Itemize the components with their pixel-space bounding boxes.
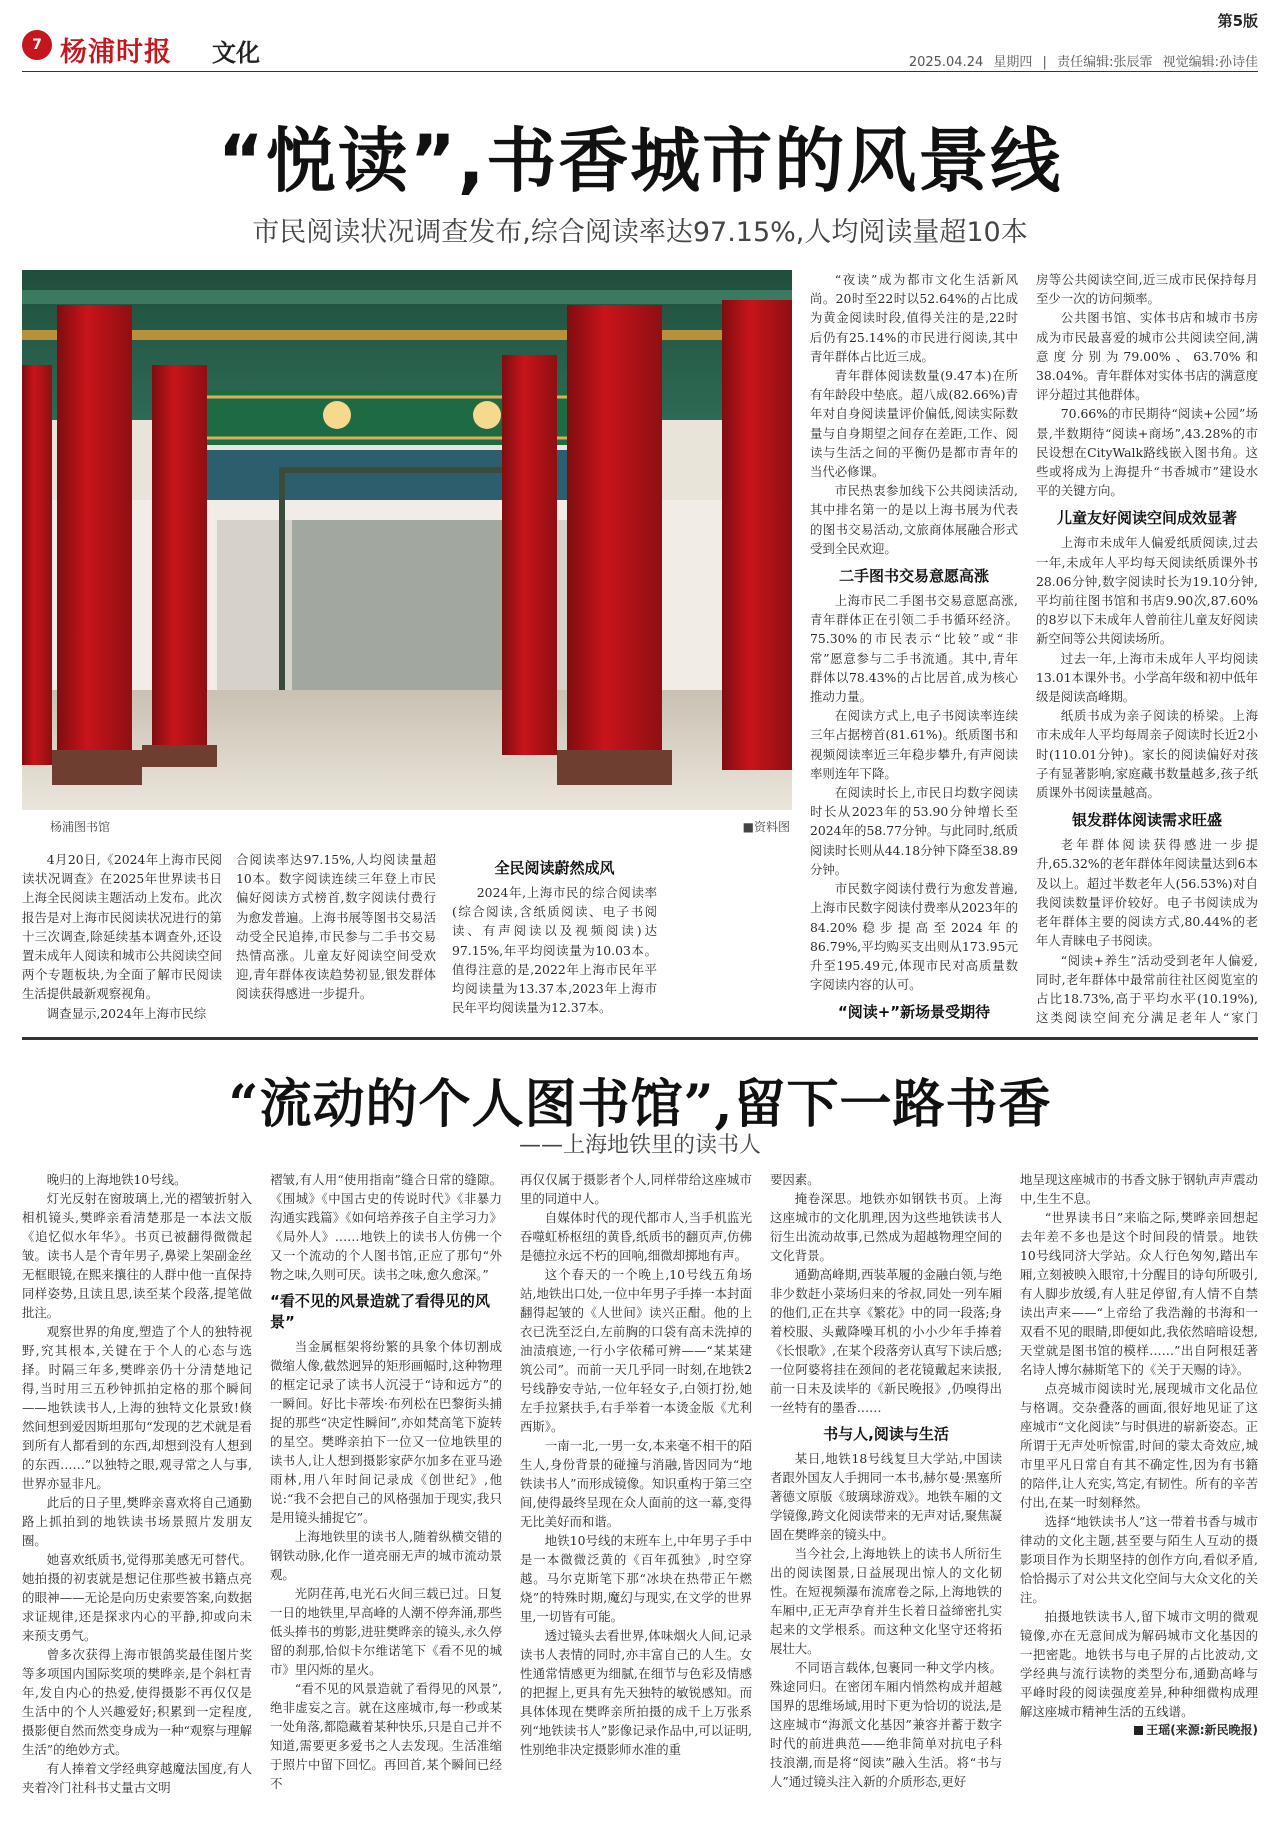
article-divider bbox=[22, 1037, 1258, 1040]
editor-credit: 责任编辑:张辰霏 bbox=[1057, 55, 1153, 70]
paragraph: 再仅仅属于摄影者个人,同样带给这座城市里的同道中人。 bbox=[520, 1172, 752, 1206]
byline-marker-icon bbox=[1134, 1726, 1143, 1735]
paragraph: 地呈现这座城市的书香文脉于钢轨声声震动中,生生不息。 bbox=[1020, 1172, 1258, 1206]
subheading: 二手图书交易意愿高涨 bbox=[838, 567, 989, 586]
paragraph: 70.66%的市民期待“阅读+公园”场景,半数期待“阅读+商场”,43.28%的市民设想在CityWalk路线嵌入图书角。这些或将成为上海提升“书香城市”建设水平的关键方向。 bbox=[1036, 406, 1258, 499]
paragraph: 青年群体阅读数量(9.47本)在所有年龄段中垫底。超八成(82.66%)青年对自身阅读量评价偏低,阅读实际数量与自身期望之间存在差距,工作、阅读与生活之间的平衡仍是都市青年的当代必修课。 bbox=[810, 368, 1018, 480]
library-hall-photo bbox=[22, 270, 792, 810]
section-name: 文化 bbox=[212, 39, 260, 67]
paragraph: 过去一年,上海市未成年人平均阅读13.01本课外书。小学高年级和初中低年级是阅读高峰期。 bbox=[1036, 650, 1258, 705]
photo-caption bbox=[22, 818, 792, 838]
paragraph: “夜读”成为都市文化生活新风尚。20时至22时以52.64%的占比成为黄金阅读时段,值得关注的是,22时后仍有25.14%的市民进行阅读,其中青年群体占比近三成。 bbox=[810, 272, 1018, 364]
paragraph: 当金属框架将纷繁的具象个体切割成微缩人像,截然迥异的矩形画幅时,这种物理的框定记录了读书人沉浸于“诗和远方”的一瞬间。好比卡蒂埃·布列松在巴黎街头捕捉的那些“决定性瞬间”,亦如梵高笔下旋转的星空。樊晔亲拍下一位又一位地铁里的读书人,让人想到摄影家萨尔加多在亚马逊雨林,用八年时间记录成《创世纪》,他说:“我不会把自己的风格强加于现实,我只是用镜头捕捉它”。 bbox=[270, 1339, 502, 1525]
paragraph: 灯光反射在窗玻璃上,光的褶皱折射入相机镜头,樊晔亲看清楚那是一本法文版《追忆似水年华》。书页已被翻得微微起皱。读书人是个青年男子,鼻梁上架副金丝无框眼镜,在熙来攘往的人群中他一直保持同样姿势,且读且思,读至某个段落,提笔做批注。 bbox=[22, 1191, 252, 1320]
paragraph bbox=[810, 1027, 1018, 1030]
article1-title: “悦读”,书香城市的风景线 bbox=[217, 120, 1063, 202]
visual-editor-credit: 视觉编辑:孙诗佳 bbox=[1162, 55, 1258, 70]
paragraph: 2024年,上海市民的综合阅读率(综合阅读,含纸质阅读、电子书阅读、有声阅读以及视频阅读)达97.15%,年平均阅读量为10.03本。值得注意的是,2022年上海市民年平均阅读量为13.37本,2023年上海市民年平均阅读量为12.37本。 bbox=[452, 885, 657, 1016]
article2-column-b bbox=[270, 1170, 502, 1835]
paragraph: 上海市民二手图书交易意愿高涨,青年群体正在引领二手书循环经济。75.30%的市民表示“比较”或“非常”愿意参与二手书流通。其中,青年群体以78.43%的占比居首,成为核心推动力量。 bbox=[810, 593, 1018, 705]
paragraph: 观察世界的角度,塑造了个人的独特视野,究其根本,关键在于个人的心态与选择。时隔三年多,樊晔亲仍十分清楚地记得,当时用三五秒钟抓拍定格的那个瞬间——地铁读书人,上海的独特文化景致!倏然间想到爱因斯坦那句“发现的艺术就是看到所有人都看到的东西,却想到没有人想到的东西……”以独特之眼,观寻常之人与事,世界亦显非凡。 bbox=[22, 1324, 252, 1491]
paragraph: 地铁10号线的末班车上,中年男子手中是一本微微泛黄的《百年孤独》,时空穿越。马尔克斯笔下那“冰块在热带正午燃烧”的特殊时期,魔幻与现实,在文学的世界里,一切皆有可能。 bbox=[520, 1533, 752, 1624]
paragraph: 调查显示,2024年上海市民综 bbox=[46, 1005, 207, 1021]
paragraph: 选择“地铁读书人”这一带着书香与城市律动的文化主题,甚至要与陌生人互动的摄影项目作为长期坚持的创作方向,看似矛盾,恰恰揭示了对公共文化空间与大众文化的关注。 bbox=[1020, 1514, 1258, 1605]
paragraph: 她喜欢纸质书,觉得那美感无可替代。她拍摄的初衷就是想记住那些被书籍点亮的眼神——无论是向历史索要答案,向数据求证规律,还是探求内心的平静,抑或向未来预支勇气。 bbox=[22, 1552, 252, 1643]
article2-title: “流动的个人图书馆”,留下一路书香 bbox=[228, 1074, 1052, 1135]
paragraph: 拍摄地铁读书人,留下城市文明的微观镜像,亦在无意间成为解码城市文化基因的一把密匙。地铁书与电子屏的占比波动,文学经典与流行读物的类型分布,通勤高峰与平峰时段的阅读强度差异,种种细微构成理解这座城市精神生活的五线谱。 bbox=[1020, 1609, 1258, 1719]
subheading: 书与人,阅读与生活 bbox=[823, 1425, 949, 1443]
paragraph: 点亮城市阅读时光,展现城市文化品位与格调。交杂叠落的画面,很好地见证了这座城市“文化阅读”与时俱进的崭新姿态。正所谓于无声处听惊雷,时间的蒙太奇效应,城市里平凡日常自有其不确定性,因为有书籍的陪伴,让人充实,笃定,有韧性。所有的辛苦付出,在某一时刻释然。 bbox=[1020, 1381, 1258, 1510]
paragraph: 有人捧着文学经典穿越魔法国度,有人夹着冷门社科书丈量古文明 bbox=[22, 1761, 252, 1795]
article2-subtitle: ——上海地铁里的读书人 bbox=[518, 1133, 761, 1158]
newspaper-logo-icon: 7 bbox=[22, 30, 52, 60]
paragraph: 老年群体阅读获得感进一步提升,65.32%的老年群体年阅读量达到6本及以上。超过半数老年人(56.53%)对自我阅读数量评价较好。电子书阅读成为老年群体主要的阅读方式,80.44%的老年人青睐电子书阅读。 bbox=[1036, 837, 1258, 949]
paragraph: 掩卷深思。地铁亦如钢铁书页。上海这座城市的文化肌理,因为这些地铁读书人衍生出流动故事,已然成为超越物理空间的文化背景。 bbox=[770, 1191, 1002, 1263]
subheading: 儿童友好阅读空间成效显著 bbox=[1056, 509, 1237, 528]
paragraph: 透过镜头去看世界,体味烟火人间,记录读书人表情的同时,亦丰富自己的人生。女性通常情感更为细腻,在细节与色彩及情感的把握上,更具有先天独特的敏锐感知。而具体体现在樊晔亲所拍摄的成千上万张系列“地铁读书人”影像记录作品中,可以证明,性别绝非决定摄影师水准的重 bbox=[520, 1628, 752, 1757]
masthead bbox=[22, 12, 1258, 72]
paragraph: 上海市未成年人偏爱纸质阅读,过去一年,未成年人平均每天阅读纸质课外书28.06分钟,数字阅读时长为19.10分钟,平均前往图书馆和书店9.90次,87.60%的8岁以下未成年人曾前往儿童友好阅读新空间等公共阅读场所。 bbox=[1036, 535, 1258, 647]
page-number: 第5版 bbox=[1217, 12, 1258, 30]
article1-column-c bbox=[452, 850, 657, 1030]
article2-column-d bbox=[770, 1170, 1002, 1835]
issue-meta: 2025.04.24 星期四 | 责任编辑:张辰霏 视觉编辑:孙诗佳 bbox=[908, 55, 1258, 70]
article2-column-c bbox=[520, 1170, 752, 1835]
article2-column-a bbox=[22, 1170, 252, 1835]
paragraph: 要因素。 bbox=[770, 1172, 820, 1187]
article1-column-e bbox=[1036, 270, 1258, 1030]
paragraph: 当今社会,上海地铁上的读书人所衍生出的阅读图景,日益展现出惊人的文化韧性。在短视频瀑布流席卷之际,上海地铁的车厢中,正无声孕育并生长着日益缔密扎实起来的文学根系。而这种文化坚守还将拓展壮大。 bbox=[770, 1546, 1002, 1656]
paragraph: 一南一北,一男一女,本来毫不相干的陌生人,身份背景的碰撞与消融,皆因同为“地铁读书人”而形成镜像。知识重构于第三空间,使得最终呈现在众人面前的这一幕,变得无比美好而和谐。 bbox=[520, 1438, 752, 1529]
paragraph: 市民数字阅读付费行为愈发普遍,上海市民数字阅读付费率从2023年的84.20%稳步提高至2024年的86.79%,平均购买支出则从173.95元升至195.49元,体现市民对高质量数字阅读内容的认可。 bbox=[810, 881, 1018, 993]
paragraph: “世界读书日”来临之际,樊晔亲回想起去年差不多也是这个时间段的情景。地铁10号线同济大学站。众人行色匆匆,踏出车厢,立刻被映入眼帘,十分醒目的诗句所吸引,有人脚步放缓,有人驻足停留,有人情不自禁读出声来——“上帝给了我浩瀚的书海和一双看不见的眼睛,即便如此,我依然暗暗设想,天堂就是图书馆的模样……”出自阿根廷著名诗人博尔赫斯笔下的《关于天赐的诗》。 bbox=[1020, 1210, 1258, 1377]
paragraph: 上海地铁里的读书人,随着纵横交错的钢铁动脉,化作一道亮丽无声的城市流动景观。 bbox=[270, 1529, 502, 1582]
paragraph: 房等公共阅读空间,近三成市民保持每月至少一次的访问频率。 bbox=[1036, 272, 1258, 307]
article1-column-b bbox=[236, 850, 436, 1030]
library-hall-illustration bbox=[22, 270, 792, 810]
paragraph: “看不见的风景造就了看得见的风景”,绝非虚妄之言。就在这座城市,每一秒或某一处角落,都隐藏着某种快乐,只是自己并不知道,需要更多爱书之人去发现。生活准缩于照片中留下回忆。再回首,某个瞬间已经不 bbox=[270, 1681, 502, 1791]
issue-date: 2025.04.24 bbox=[908, 55, 984, 70]
paragraph: 自媒体时代的现代都市人,当手机监光吞噬虹桥枢纽的黄昏,纸质书的翻页声,仿佛是德拉永远不朽的回响,细微却掷地有声。 bbox=[520, 1210, 752, 1263]
photo-caption-left: 杨浦图书馆 bbox=[50, 820, 111, 834]
photo-credit: ■资料图 bbox=[742, 820, 790, 834]
issue-weekday: 星期四 bbox=[993, 55, 1033, 70]
paragraph: 合阅读率达97.15%,人均阅读量超10本。数字阅读连续三年登上市民偏好阅读方式榜首,数字阅读付费行为愈发普遍。上海书展等图书交易活动受全民追捧,市民参与二手书交易热情高涨。儿童友好阅读空间受欢迎,青年群体夜读趋势初显,银发群体阅读获得感进一步提升。 bbox=[236, 852, 436, 1002]
paper-name: 杨浦时报 bbox=[60, 37, 172, 68]
paragraph: 在阅读方式上,电子书阅读率连续三年占据榜首(81.61%)。纸质图书和视频阅读率近三年稳步攀升,有声阅读率则连年下降。 bbox=[810, 708, 1018, 781]
paragraph: 某日,地铁18号线复旦大学站,中国读者跟外国友人手拥同一本书,赫尔曼·黑塞所著德文原版《玻璃球游戏》。地铁车厢的文学镜像,跨文化阅读带来的无声对话,聚焦凝固在樊晔亲的镜头中。 bbox=[770, 1451, 1002, 1542]
paragraph: 这个春天的一个晚上,10号线五角场站,地铁出口处,一位中年男子手捧一本封面翻得起皱的《人世间》读兴正酣。他的上衣已洗至泛白,左前胸的口袋有高未洗掉的油渍痕迹,一行小字依稀可辨——“某某建筑公司”。而前一天几乎同一时刻,在地铁2号线静安寺站,一位年轻女子,白领打扮,她左手拉紧扶手,右手举着一本烫金版《尤利西斯》。 bbox=[520, 1267, 752, 1434]
subheading: 银发群体阅读需求旺盛 bbox=[1071, 811, 1222, 830]
paragraph: 曾多次获得上海市银鸽奖最佳图片奖等多项国内国际奖项的樊晔亲,是个斜杠青年,发自内心的热爱,使得摄影不再仅仅是生活中的个人兴趣爱好;积累到一定程度,摄影便自然而然变身成为一种“观察与理解生活”的绝妙方式。 bbox=[22, 1647, 252, 1757]
paragraph: 4月20日,《2024年上海市民阅读状况调查》在2025年世界读书日上海全民阅读主题活动上发布。此次报告是对上海市民阅读状况进行的第十三次调查,除延续基本调查外,还设置未成年人阅读和城市公共阅读空间两个专题板块,为全面了解市民阅读生活提供最新观察视角。 bbox=[22, 852, 222, 1002]
paragraph: 在阅读时长上,市民日均数字阅读时长从2023年的53.90分钟增长至2024年的58.77分钟。与此同时,纸质阅读时长则从44.18分钟下降至38.89分钟。 bbox=[810, 785, 1018, 877]
article1-subtitle: 市民阅读状况调查发布,综合阅读率达97.15%,人均阅读量超10本 bbox=[252, 217, 1028, 248]
paragraph: 市民热衷参加线下公共阅读活动,其中排名第一的是以上海书展为代表的图书交易活动,文旅商体展融合形式受到全民欢迎。 bbox=[810, 483, 1018, 556]
paragraph: “阅读+养生”活动受到老年人偏爱,同时,老年群体中最常前往社区阅览室的占比18.73%,高于平均水平(10.19%),这类阅读空间充分满足老年人“家门 bbox=[1036, 952, 1258, 1026]
subheading: 全民阅读蔚然成风 bbox=[494, 859, 615, 877]
paragraph: 晚归的上海地铁10号线。 bbox=[46, 1172, 187, 1187]
article1-column-d bbox=[810, 270, 1018, 1030]
paragraph: 此后的日子里,樊晔亲喜欢将自己通勤路上抓拍到的地铁读书场景照片发朋友圈。 bbox=[22, 1495, 252, 1548]
paragraph: 纸质书成为亲子阅读的桥梁。上海市未成年人平均每周亲子阅读时长近2小时(110.01分钟)。家长的阅读偏好对孩子有显著影响,家庭藏书数量越多,孩子纸质课外书阅读量越高。 bbox=[1036, 708, 1258, 801]
article2-source: 王瑶(来源:新民晚报) bbox=[1020, 1721, 1258, 1740]
paragraph: 光阴荏苒,电光石火间三载已过。日复一日的地铁里,早高峰的人潮不停奔涌,那些低头捧书的剪影,进驻樊晔亲的镜头,永久停留的刹那,恰似卡尔维诺笔下《看不见的城市》里闪烁的星火。 bbox=[270, 1586, 502, 1677]
subheading: “看不见的风景造就了看得见的风景” bbox=[270, 1292, 490, 1331]
paragraph: 褶皱,有人用“使用指南”缝合日常的缝隙。《围城》《中国古史的传说时代》《非暴力沟通实践篇》《如何培养孩子自主学习力》《局外人》……地铁上的读书人仿佛一个又一个流动的个人图书馆,正应了那句“外物之味,久则可厌。读书之味,愈久愈深。” bbox=[270, 1172, 502, 1282]
article1-column-a bbox=[22, 850, 222, 1030]
paragraph: 不同语言载体,包裹同一种文学内核。殊途同归。在密闭车厢内悄然构成并超越国界的思维场域,用时下更为恰切的说法,是这座城市“海派文化基因”兼容并蓄于数字时代的前进典范——绝非简单对抗电子科技浪潮,而是将“阅读”融入生活。将“书与人”通过镜头注入新的介质形态,更好 bbox=[770, 1660, 1002, 1789]
article2-column-e bbox=[1020, 1170, 1258, 1835]
paragraph: 公共图书馆、实体书店和城市书房成为市民最喜爱的城市公共阅读空间,满意度分别为79.00%、63.70%和38.04%。青年群体对实体书店的满意度评分超过其他群体。 bbox=[1036, 310, 1258, 403]
subheading: “阅读+”新场景受期待 bbox=[837, 1003, 991, 1022]
paragraph: 通勤高峰期,西装革履的金融白领,与绝非少数赶小菜场归来的爷叔,同处一列车厢的他们,正在共享《繁花》中的同一段落;身着校服、头戴降噪耳机的小小少年手捧着《长恨歌》,在某个段落旁认真写下读后感;一位阿婆将挂在颈间的老花镜戴起来读报,前一日未及读毕的《新民晚报》,仍嗅得出一丝特有的墨香…… bbox=[770, 1267, 1002, 1415]
